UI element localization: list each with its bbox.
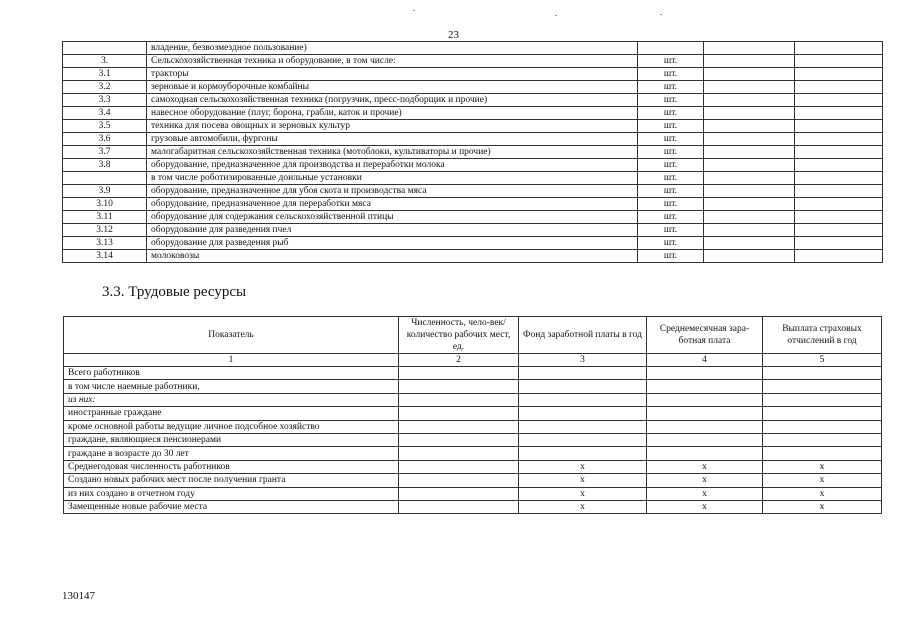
row-name: Сельскохозяйственная техника и оборудование, в том числе: [147, 55, 638, 68]
labor-resources-table [63, 316, 882, 514]
labor-row-label: Создано новых рабочих мест после получения гранта [64, 474, 399, 487]
value-cell [704, 159, 795, 172]
value-cell [647, 433, 763, 446]
value-cell [704, 68, 795, 81]
row-number: 3. [63, 55, 147, 68]
labor-row [64, 487, 882, 500]
equipment-row [63, 107, 883, 120]
value-cell [704, 133, 795, 146]
column-number: 2 [399, 354, 519, 367]
value-cell [399, 487, 519, 500]
value-cell [399, 500, 519, 513]
column-number: 3 [519, 354, 647, 367]
value-cell [704, 172, 795, 185]
value-cell [704, 42, 795, 55]
row-unit [638, 42, 704, 55]
equipment-row [63, 94, 883, 107]
header-avg-monthly-wage: Среднемесячная зара-ботная плата [647, 317, 763, 354]
value-cell [763, 447, 882, 460]
value-cell [763, 433, 882, 446]
equipment-row [63, 68, 883, 81]
labor-header-row [64, 317, 882, 354]
value-cell [795, 133, 883, 146]
row-number: 3.1 [63, 68, 147, 81]
value-cell [704, 224, 795, 237]
equipment-row [63, 224, 883, 237]
value-cell [795, 237, 883, 250]
row-name: грузовые автомобили, фургоны [147, 133, 638, 146]
value-cell [763, 420, 882, 433]
labor-row-label: Всего работников [64, 367, 399, 380]
equipment-row [63, 211, 883, 224]
section-heading-labor: 3.3. Трудовые ресурсы [102, 284, 247, 300]
labor-row-label: иностранные граждане [64, 407, 399, 420]
value-cell [399, 407, 519, 420]
value-cell [704, 107, 795, 120]
not-applicable-mark: х [763, 474, 882, 487]
value-cell [795, 224, 883, 237]
row-unit: шт. [638, 250, 704, 263]
row-name: в том числе роботизированные доильные установки [147, 172, 638, 185]
value-cell [704, 237, 795, 250]
row-name: малогабаритная сельскохозяйственная техника (мотоблоки, культиваторы и прочие) [147, 146, 638, 159]
row-number: 3.5 [63, 120, 147, 133]
value-cell [763, 407, 882, 420]
value-cell [399, 367, 519, 380]
equipment-row [63, 120, 883, 133]
labor-row [64, 500, 882, 513]
row-name: молоковозы [147, 250, 638, 263]
row-unit: шт. [638, 185, 704, 198]
row-unit: шт. [638, 146, 704, 159]
value-cell [704, 81, 795, 94]
row-unit: шт. [638, 107, 704, 120]
labor-row [64, 393, 882, 406]
value-cell [647, 407, 763, 420]
equipment-row [63, 250, 883, 263]
row-unit: шт. [638, 172, 704, 185]
value-cell [519, 420, 647, 433]
row-number: 3.10 [63, 198, 147, 211]
value-cell [795, 211, 883, 224]
scan-speck [413, 10, 415, 11]
labor-row-label: кроме основной работы ведущие личное подсобное хозяйство [64, 420, 399, 433]
row-name: оборудование, предназначенное для производства и переработки молока [147, 159, 638, 172]
row-number: 3.14 [63, 250, 147, 263]
value-cell [647, 367, 763, 380]
value-cell [399, 433, 519, 446]
value-cell [795, 42, 883, 55]
equipment-row [63, 42, 883, 55]
value-cell [704, 120, 795, 133]
value-cell [704, 250, 795, 263]
equipment-row [63, 185, 883, 198]
value-cell [795, 250, 883, 263]
row-unit: шт. [638, 94, 704, 107]
row-number: 3.13 [63, 237, 147, 250]
value-cell [399, 393, 519, 406]
value-cell [795, 198, 883, 211]
value-cell [647, 420, 763, 433]
equipment-row [63, 172, 883, 185]
row-unit: шт. [638, 68, 704, 81]
column-number: 4 [647, 354, 763, 367]
labor-row [64, 420, 882, 433]
value-cell [704, 55, 795, 68]
value-cell [795, 81, 883, 94]
not-applicable-mark: х [763, 500, 882, 513]
value-cell [519, 380, 647, 393]
value-cell [795, 107, 883, 120]
value-cell [795, 68, 883, 81]
row-number: 3.11 [63, 211, 147, 224]
equipment-row [63, 133, 883, 146]
row-number: 3.12 [63, 224, 147, 237]
not-applicable-mark: х [763, 460, 882, 473]
row-number: 3.8 [63, 159, 147, 172]
column-number: 1 [64, 354, 399, 367]
labor-row-label: граждане, являющиеся пенсионерами [64, 433, 399, 446]
equipment-table [62, 41, 883, 263]
form-code: 130147 [62, 590, 95, 602]
row-name: оборудование для разведения рыб [147, 237, 638, 250]
value-cell [519, 447, 647, 460]
labor-row [64, 433, 882, 446]
not-applicable-mark: х [519, 487, 647, 500]
labor-row [64, 447, 882, 460]
value-cell [647, 380, 763, 393]
value-cell [795, 146, 883, 159]
row-unit: шт. [638, 133, 704, 146]
value-cell [399, 460, 519, 473]
labor-row-label: из них создано в отчетном году [64, 487, 399, 500]
labor-column-numbers-row [64, 354, 882, 367]
equipment-row [63, 198, 883, 211]
not-applicable-mark: х [647, 474, 763, 487]
row-name: тракторы [147, 68, 638, 81]
labor-row [64, 407, 882, 420]
row-name: оборудование, предназначенное для переработки мяса [147, 198, 638, 211]
value-cell [399, 380, 519, 393]
row-unit: шт. [638, 211, 704, 224]
value-cell [795, 94, 883, 107]
labor-row-label: в том числе наемные работники, [64, 380, 399, 393]
value-cell [763, 393, 882, 406]
row-name: владение, безвозмездное пользование) [147, 42, 638, 55]
value-cell [795, 159, 883, 172]
value-cell [399, 447, 519, 460]
value-cell [519, 367, 647, 380]
header-wage-fund: Фонд заработной платы в год [519, 317, 647, 354]
value-cell [519, 407, 647, 420]
row-unit: шт. [638, 120, 704, 133]
value-cell [704, 185, 795, 198]
row-unit: шт. [638, 237, 704, 250]
page-number: 23 [448, 29, 459, 41]
value-cell [795, 120, 883, 133]
labor-row-label: граждане в возрасте до 30 лет [64, 447, 399, 460]
header-insurance-payments: Выплата страховых отчислений в год [763, 317, 882, 354]
labor-row-label: Замещенные новые рабочие места [64, 500, 399, 513]
row-number [63, 172, 147, 185]
scan-speck [660, 14, 662, 15]
row-unit: шт. [638, 81, 704, 94]
value-cell [647, 393, 763, 406]
row-number: 3.3 [63, 94, 147, 107]
row-unit: шт. [638, 198, 704, 211]
value-cell [763, 380, 882, 393]
value-cell [399, 474, 519, 487]
row-number: 3.2 [63, 81, 147, 94]
value-cell [704, 146, 795, 159]
not-applicable-mark: х [763, 487, 882, 500]
value-cell [399, 420, 519, 433]
row-number: 3.7 [63, 146, 147, 159]
equipment-row [63, 146, 883, 159]
value-cell [704, 211, 795, 224]
equipment-row [63, 55, 883, 68]
header-headcount: Численность, чело-век/количество рабочих мест, ед. [399, 317, 519, 354]
value-cell [647, 447, 763, 460]
equipment-row [63, 159, 883, 172]
value-cell [704, 198, 795, 211]
row-name: оборудование, предназначенное для убоя скота и производства мяса [147, 185, 638, 198]
labor-row [64, 474, 882, 487]
value-cell [763, 367, 882, 380]
value-cell [795, 172, 883, 185]
value-cell [519, 433, 647, 446]
row-number [63, 42, 147, 55]
row-name: техника для посева овощных и зерновых культур [147, 120, 638, 133]
header-indicator: Показатель [64, 317, 399, 354]
column-number: 5 [763, 354, 882, 367]
not-applicable-mark: х [519, 500, 647, 513]
value-cell [795, 185, 883, 198]
not-applicable-mark: х [519, 474, 647, 487]
equipment-row [63, 237, 883, 250]
labor-row [64, 380, 882, 393]
row-number: 3.9 [63, 185, 147, 198]
value-cell [519, 393, 647, 406]
row-name: навесное оборудование (плуг, борона, грабли, каток и прочие) [147, 107, 638, 120]
not-applicable-mark: х [647, 500, 763, 513]
row-number: 3.6 [63, 133, 147, 146]
scan-speck [555, 15, 557, 16]
labor-row-label: Среднегодовая численность работников [64, 460, 399, 473]
labor-row-label: из них: [64, 393, 399, 406]
not-applicable-mark: х [647, 487, 763, 500]
row-number: 3.4 [63, 107, 147, 120]
row-unit: шт. [638, 159, 704, 172]
equipment-row [63, 81, 883, 94]
value-cell [704, 94, 795, 107]
row-name: зерновые и кормоуборочные комбайны [147, 81, 638, 94]
row-name: самоходная сельскохозяйственная техника (погрузчик, пресс-подборщик и прочие) [147, 94, 638, 107]
row-unit: шт. [638, 55, 704, 68]
labor-row [64, 367, 882, 380]
value-cell [795, 55, 883, 68]
row-name: оборудование для разведения пчел [147, 224, 638, 237]
labor-row [64, 460, 882, 473]
not-applicable-mark: х [647, 460, 763, 473]
row-name: оборудование для содержания сельскохозяйственной птицы [147, 211, 638, 224]
row-unit: шт. [638, 224, 704, 237]
not-applicable-mark: х [519, 460, 647, 473]
